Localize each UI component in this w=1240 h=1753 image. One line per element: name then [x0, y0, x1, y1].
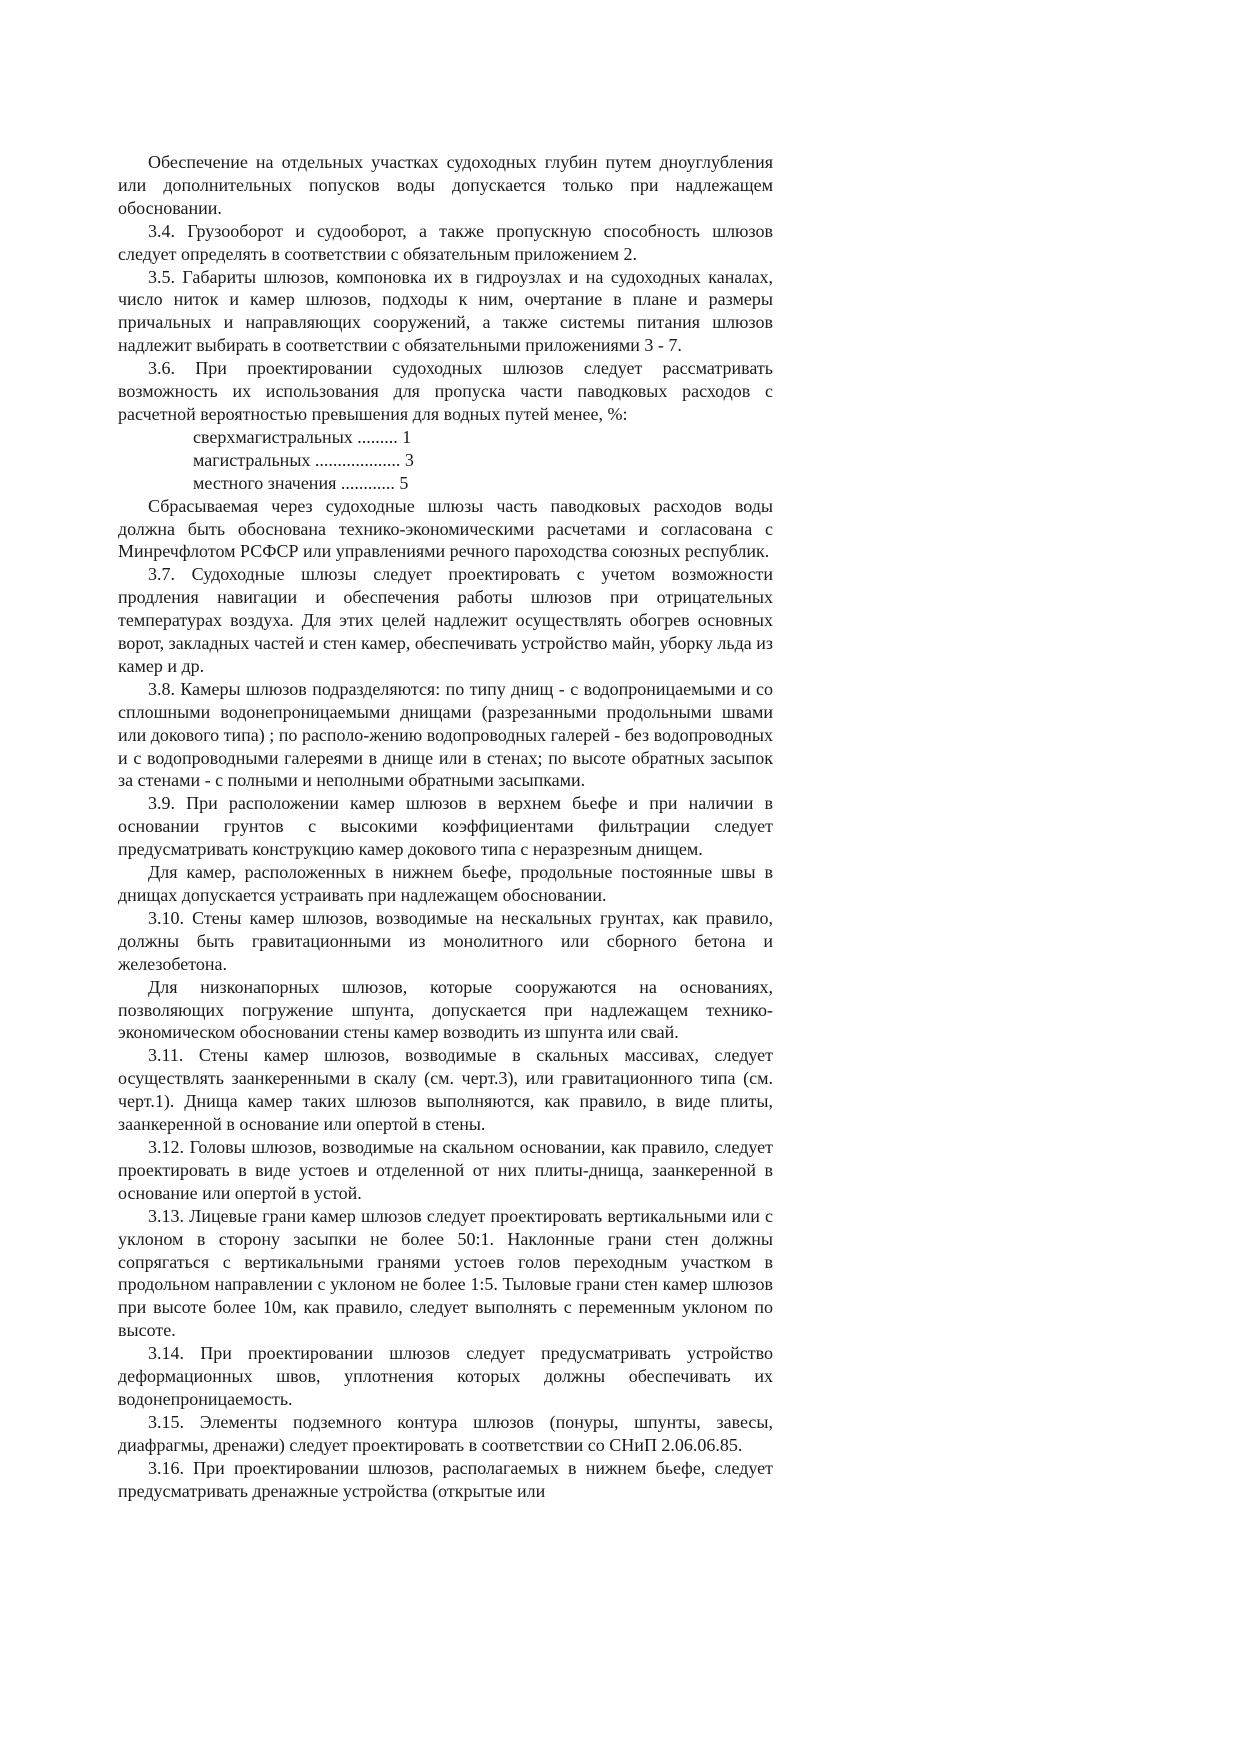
list-item-highway: магистральных ................... 3 — [193, 449, 414, 470]
paragraph-3-5: 3.5. Габариты шлюзов, компоновка их в гидроузлах и на судоходных каналах, число ниток и камер шлюзов, подходы к ним, очертание в плане и размеры причальных и направляющих сооружений, а также системы питания шлюзов надлежит выбирать в соответствии с обязательными приложениями 3 - 7. — [118, 266, 773, 356]
paragraph-lower-pool: Для камер, расположенных в нижнем бьефе, продольные постоянные швы в днищах допускается устраивать при надлежащем обосновании. — [118, 862, 773, 905]
paragraph-3-11: 3.11. Стены камер шлюзов, возводимые в скальных массивах, следует осуществлять заанкеренными в скалу (см. черт.3), или гравитационного типа (см. черт.1). Днища камер таких шлюзов выполняются, как правило, в виде плиты, заанкеренной в основание или опертой в стены. — [118, 1045, 773, 1135]
list-item-superhighway: сверхмагистральных ......... 1 — [193, 426, 412, 447]
paragraph-3-13: 3.13. Лицевые грани камер шлюзов следует проектировать вертикальными или с уклоном в сторону засыпки не более 50:1. Наклонные грани стен должны сопрягаться с вертикальными гранями устоев голов переходным участком в продольном направлении с уклоном не более 1:5. Тыловые грани стен камер шлюзов при высоте более 10м, как правило, следует выполнять с переменным уклоном по высоте. — [118, 1205, 773, 1341]
document-page — [118, 151, 773, 1502]
paragraph-3-8: 3.8. Камеры шлюзов подразделяются: по типу днищ - с водопроницаемыми и со сплошными водонепроницаемыми днищами (разрезанными продольными швами или докового типа) ; по располо-жению водопроводных галерей - без водопроводных и с водопроводными галереями в днище или в стенах; по высоте обратных засыпок за стенами - с полными и неполными обратными засыпками. — [118, 678, 773, 791]
paragraph-3-4: 3.4. Грузооборот и судооборот, а также пропускную способность шлюзов следует определять в соответствии с обязательным приложением 2. — [118, 220, 773, 264]
paragraph-3-14: 3.14. При проектировании шлюзов следует предусматривать устройство деформационных швов, уплотнения которых должны обеспечивать их водонепроницаемость. — [118, 1343, 773, 1409]
paragraph-flood-discharge: Сбрасываемая через судоходные шлюзы часть паводковых расходов воды должна быть обоснована технико-экономическими расчетами и согласована с Минречфлотом РСФСР или управлениями речного пароходства союзных республик. — [118, 495, 773, 562]
paragraph-3-9: 3.9. При расположении камер шлюзов в верхнем бьефе и при наличии в основании грунтов с высокими коэффициентами фильтрации следует предусматривать конструкцию камер докового типа с неразрезным днищем. — [118, 793, 773, 860]
paragraph-3-15: 3.15. Элементы подземного контура шлюзов (понуры, шпунты, завесы, диафрагмы, дренажи) следует проектировать в соответствии со СНиП 2.06.06.85. — [118, 1411, 773, 1455]
paragraph-3-10: 3.10. Стены камер шлюзов, возводимые на нескальных грунтах, как правило, должны быть гравитационными из монолитного или сборного бетона и железобетона. — [118, 907, 773, 974]
paragraph-3-16: 3.16. При проектировании шлюзов, располагаемых в нижнем бьефе, следует предусматривать дренажные устройства (открытые или — [118, 1457, 773, 1501]
paragraph-intro: Обеспечение на отдельных участках судоходных глубин путем дноуглубления или дополнительных попусков воды допускается только при надлежащем обосновании. — [118, 152, 773, 218]
list-item-local: местного значения ............ 5 — [193, 472, 409, 493]
paragraph-3-12: 3.12. Головы шлюзов, возводимые на скальном основании, как правило, следует проектировать в виде устоев и отделенной от них плиты-днища, заанкеренной в основание или опертой в устой. — [118, 1136, 773, 1203]
paragraph-3-7: 3.7. Судоходные шлюзы следует проектировать с учетом возможности продления навигации и обеспечения работы шлюзов при отрицательных температурах воздуха. Для этих целей надлежит осуществлять обогрев основных ворот, закладных частей и стен камер, обеспечивать устройство майн, уборку льда из камер и др. — [118, 564, 773, 676]
paragraph-3-6: 3.6. При проектировании судоходных шлюзов следует рассматривать возможность их использования для пропуска части паводковых расходов с расчетной вероятностью превышения для водных путей менее, %: — [118, 358, 773, 424]
paragraph-low-head: Для низконапорных шлюзов, которые сооружаются на основаниях, позволяющих погружение шпунта, допускается при надлежащем технико-экономическом обосновании стены камер возводить из шпунта или свай. — [118, 976, 773, 1043]
